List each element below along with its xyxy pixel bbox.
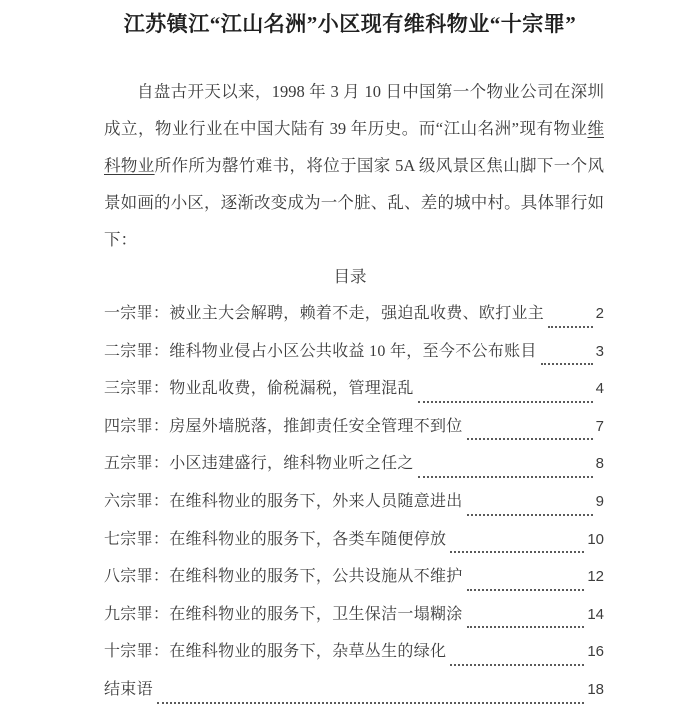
toc-entry-label: 八宗罪：在维科物业的服务下，公共设施从不维护 <box>104 568 463 586</box>
toc-entry-page-number: 9 <box>595 492 604 510</box>
toc-entry-page-number: 16 <box>587 643 604 661</box>
toc-dot-leader <box>467 626 585 628</box>
toc-entry <box>104 638 604 676</box>
toc-heading: 目录 <box>333 267 367 286</box>
toc-dot-leader <box>450 551 584 553</box>
document-title: 江苏镇江“江山名洲”小区现有维科物业“十宗罪” <box>123 12 577 36</box>
toc-entry-page-number: 14 <box>587 605 604 623</box>
toc-entry-page-number: 12 <box>587 568 604 586</box>
toc-entry <box>104 488 604 526</box>
toc-entry <box>104 413 604 451</box>
toc-list <box>104 300 604 714</box>
intro-text-before-underline: 自盘古开天以来，1998 年 3 月 10 日中国第一个物业公司在深圳成立，物业行业在中国大陆有 39 年历史。而“江山名洲”现有物业 <box>104 82 604 138</box>
toc-entry-label: 七宗罪：在维科物业的服务下，各类车随便停放 <box>104 530 447 548</box>
toc-dot-leader <box>541 363 593 365</box>
toc-dot-leader <box>418 401 593 403</box>
toc-entry-label: 十宗罪：在维科物业的服务下，杂草丛生的绿化 <box>104 643 447 661</box>
toc-entry-label: 九宗罪：在维科物业的服务下，卫生保洁一塌糊涂 <box>104 605 463 623</box>
toc-dot-leader <box>467 514 593 516</box>
toc-dot-leader <box>467 589 585 591</box>
toc-entry <box>104 450 604 488</box>
toc-entry <box>104 563 604 601</box>
toc-entry-page-number: 3 <box>595 342 604 360</box>
toc-entry-label: 一宗罪：被业主大会解聘，赖着不走，强迫乱收费、欧打业主 <box>104 305 545 322</box>
toc-entry <box>104 601 604 639</box>
toc-entry-label: 六宗罪：在维科物业的服务下，外来人员随意进出 <box>104 492 463 510</box>
toc-dot-leader <box>548 326 593 328</box>
toc-entry-page-number: 2 <box>595 305 604 322</box>
toc-entry-label: 三宗罪：物业乱收费，偷税漏税，管理混乱 <box>104 380 414 398</box>
toc-entry <box>104 338 604 376</box>
toc-entry <box>104 676 604 714</box>
underlined-company-name: 维科物业 <box>104 119 604 175</box>
toc-entry-label: 四宗罪：房屋外墙脱落，推卸责任安全管理不到位 <box>104 417 463 435</box>
toc-entry <box>104 375 604 413</box>
toc-entry-label: 五宗罪：小区违建盛行，维科物业听之任之 <box>104 455 414 473</box>
toc-entry <box>104 526 604 564</box>
toc-entry <box>104 300 604 338</box>
toc-dot-leader <box>450 664 584 666</box>
toc-entry-page-number: 18 <box>587 680 604 698</box>
toc-entry-label: 二宗罪：维科物业侵占小区公共收益 10 年，至今不公布账目 <box>104 342 537 360</box>
toc-dot-leader <box>157 702 584 704</box>
toc-entry-page-number: 4 <box>595 380 604 398</box>
toc-entry-page-number: 10 <box>587 530 604 548</box>
toc-dot-leader <box>418 476 593 478</box>
intro-text-after-underline: 所作所为罄竹难书，将位于国家 5A 级风景区焦山脚下一个风景如画的小区，逐渐改变成为一个脏、乱、差的城中村。具体罪行如下： <box>104 156 604 249</box>
toc-entry-page-number: 8 <box>595 455 604 473</box>
intro-paragraph <box>104 73 604 258</box>
toc-dot-leader <box>467 438 593 440</box>
toc-entry-page-number: 7 <box>595 417 604 435</box>
toc-entry-label: 结束语 <box>104 680 153 698</box>
